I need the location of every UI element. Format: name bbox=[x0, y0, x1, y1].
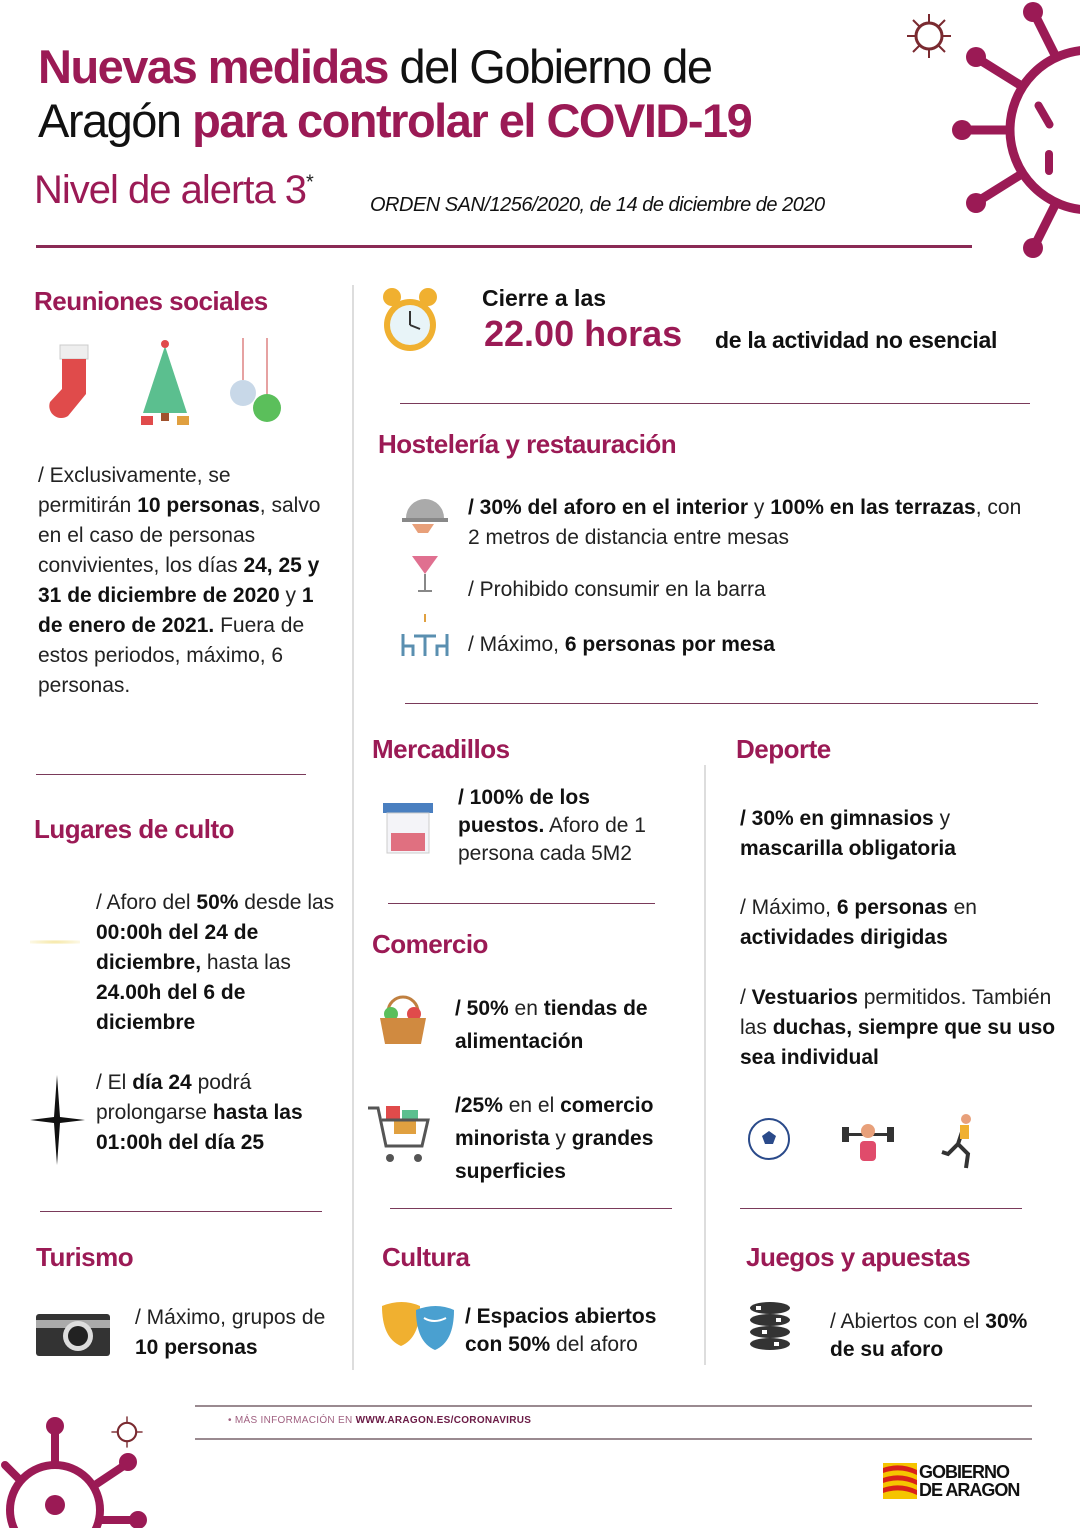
deporte-item-3 bbox=[740, 983, 1060, 1073]
text-segment: / 30% en gimnasios bbox=[740, 807, 934, 830]
cierre-time: 22.00 horas bbox=[484, 313, 683, 354]
text-segment: 10 personas bbox=[137, 494, 260, 517]
culto-text-1 bbox=[96, 888, 346, 1038]
deporte-item-2 bbox=[740, 893, 1040, 953]
juegos-title: Juegos y apuestas bbox=[746, 1242, 971, 1272]
text-segment: 50% bbox=[196, 891, 239, 914]
text-segment: 30% de su aforo bbox=[830, 1310, 1028, 1361]
cocktail-icon bbox=[410, 550, 440, 594]
christmas-tree-icon bbox=[135, 338, 195, 428]
hosteleria-item-2 bbox=[468, 575, 1028, 605]
text-segment: y bbox=[549, 1127, 572, 1150]
mercadillos-text bbox=[458, 784, 678, 868]
text-segment: / Máximo, bbox=[740, 896, 837, 919]
divider bbox=[390, 1208, 672, 1209]
divider bbox=[405, 703, 1038, 704]
text-segment: día 24 bbox=[132, 1071, 192, 1094]
text-segment: actividades dirigidas bbox=[740, 926, 948, 949]
comercio-title: Comercio bbox=[372, 929, 488, 959]
logo-line1: GOBIERNO bbox=[919, 1462, 1010, 1482]
divider bbox=[740, 1208, 1022, 1209]
info-prefix: MÁS INFORMACIÓN EN bbox=[234, 1415, 356, 1426]
logo-line2: DE ARAGON bbox=[919, 1480, 1020, 1500]
alert-level bbox=[34, 168, 313, 213]
text-segment: tiendas de alimentación bbox=[455, 997, 648, 1053]
hosteleria-item-3 bbox=[468, 630, 1028, 660]
text-segment: Aforo de 1 persona cada 5M2 bbox=[458, 814, 646, 865]
text-segment: mascarilla obligatoria bbox=[740, 837, 956, 860]
text-segment: en bbox=[947, 896, 977, 919]
text-segment: Nuevas medidas bbox=[38, 40, 388, 93]
text-segment: podrá prolongarse bbox=[96, 1071, 252, 1124]
text-segment: / 50% bbox=[455, 997, 509, 1020]
text-segment: Fuera de estos periodos, máximo, 6 personas. bbox=[38, 614, 305, 697]
info-link[interactable]: WWW.ARAGON.ES/CORONAVIRUS bbox=[355, 1415, 532, 1426]
more-info bbox=[228, 1415, 531, 1426]
text-segment: 10 personas bbox=[135, 1336, 258, 1359]
soccer-ball-icon bbox=[747, 1117, 791, 1161]
comercio-item-1 bbox=[455, 992, 695, 1058]
ornaments-icon bbox=[225, 338, 285, 428]
culto-text-2 bbox=[96, 1068, 336, 1158]
text-segment: 1 de enero de 2021. bbox=[38, 584, 314, 637]
grocery-basket-icon bbox=[376, 992, 430, 1046]
table-chairs-icon bbox=[400, 612, 450, 660]
text-segment: 6 personas por mesa bbox=[564, 633, 775, 656]
alarm-clock-icon bbox=[380, 285, 440, 357]
text-segment: , con 2 metros de distancia entre mesas bbox=[468, 496, 1022, 549]
market-stall-icon bbox=[383, 803, 433, 855]
divider bbox=[36, 245, 972, 248]
text-segment: / El bbox=[96, 1071, 133, 1094]
text-segment: 24, 25 y 31 de diciembre de 2020 bbox=[38, 554, 320, 607]
text-segment: permitidos. También las bbox=[740, 986, 1052, 1039]
column-divider bbox=[352, 285, 354, 1370]
weightlifter-icon bbox=[838, 1117, 898, 1167]
mercadillos-title: Mercadillos bbox=[372, 734, 510, 764]
text-segment: / 100% de los puestos. bbox=[458, 786, 590, 837]
text-segment: en el bbox=[502, 1094, 561, 1117]
divider bbox=[388, 903, 655, 904]
divider bbox=[36, 774, 306, 775]
camera-icon bbox=[36, 1310, 110, 1356]
hosteleria-title: Hostelería y restauración bbox=[378, 429, 677, 459]
asterisk: * bbox=[306, 171, 313, 194]
text-segment: hasta las bbox=[201, 951, 291, 974]
text-segment: /25% bbox=[455, 1094, 503, 1117]
small-virus-icon bbox=[905, 12, 953, 60]
text-segment: 6 personas bbox=[836, 896, 948, 919]
aragon-flag-icon bbox=[883, 1463, 917, 1499]
juegos-text bbox=[830, 1308, 1030, 1364]
text-segment: para controlar el COVID-19 bbox=[192, 94, 752, 147]
text-segment: desde las bbox=[238, 891, 335, 914]
order-reference: ORDEN SAN/1256/2020, de 14 de diciembre de 2020 bbox=[370, 194, 825, 216]
text-segment: y bbox=[933, 807, 951, 830]
text-segment: 24.00h del 6 de diciembre bbox=[96, 981, 246, 1034]
stocking-icon bbox=[42, 340, 102, 425]
glow-icon bbox=[30, 940, 80, 944]
column-divider bbox=[704, 765, 706, 1365]
text-segment: comercio minorista bbox=[455, 1094, 654, 1150]
divider bbox=[195, 1405, 1032, 1407]
text-segment: / Espacios abiertos con 50% bbox=[465, 1305, 657, 1356]
hosteleria-item-1 bbox=[468, 493, 1038, 553]
gobierno-aragon-logo bbox=[883, 1463, 1019, 1499]
comercio-item-2 bbox=[455, 1089, 700, 1188]
theater-masks-icon bbox=[380, 1300, 456, 1352]
text-segment: 100% en las terrazas bbox=[770, 496, 976, 519]
text-segment: y bbox=[279, 584, 302, 607]
runner-icon bbox=[940, 1112, 980, 1170]
deporte-item-1 bbox=[740, 804, 1040, 864]
cierre-line2: de la actividad no esencial bbox=[715, 327, 998, 353]
text-segment: / Aforo del bbox=[96, 891, 197, 914]
reuniones-title: Reuniones sociales bbox=[34, 286, 268, 316]
text-segment: / bbox=[740, 986, 752, 1009]
cloche-icon bbox=[402, 490, 448, 534]
text-segment: , salvo en el caso de personas convivientes, los días bbox=[38, 494, 321, 577]
cultura-text bbox=[465, 1303, 695, 1359]
text-segment: del Gobierno de Aragón bbox=[38, 40, 712, 147]
text-segment: / Abiertos con el bbox=[830, 1310, 986, 1333]
cierre-line1: Cierre a las bbox=[482, 285, 607, 311]
text-segment: y bbox=[748, 496, 771, 519]
alert-level-text: Nivel de alerta 3 bbox=[34, 168, 307, 212]
bullet: • bbox=[228, 1415, 235, 1426]
small-virus-icon bbox=[110, 1415, 144, 1449]
text-segment: / 30% del aforo en el interior bbox=[468, 496, 749, 519]
text-segment: 00:00h del 24 de diciembre, bbox=[96, 921, 259, 974]
text-segment: / Máximo, grupos de bbox=[135, 1306, 326, 1329]
poker-chips-icon bbox=[746, 1300, 794, 1358]
divider bbox=[400, 403, 1030, 404]
star-icon bbox=[30, 1075, 85, 1165]
turismo-title: Turismo bbox=[36, 1242, 134, 1272]
text-segment: / Máximo, bbox=[468, 633, 565, 656]
text-segment: Vestuarios bbox=[751, 986, 858, 1009]
text-segment: hasta las 01:00h del día 25 bbox=[96, 1101, 303, 1154]
divider bbox=[195, 1438, 1032, 1440]
turismo-text bbox=[135, 1303, 335, 1363]
text-segment: del aforo bbox=[550, 1333, 638, 1356]
text-segment: grandes superficies bbox=[455, 1127, 654, 1183]
cultura-title: Cultura bbox=[382, 1242, 470, 1272]
divider bbox=[40, 1211, 322, 1212]
deporte-title: Deporte bbox=[736, 734, 831, 764]
text-segment: duchas, siempre que su uso sea individual bbox=[740, 1016, 1056, 1069]
reuniones-text bbox=[38, 461, 323, 701]
virus-icon bbox=[940, 0, 1080, 260]
culto-title: Lugares de culto bbox=[34, 814, 235, 844]
page-title bbox=[38, 40, 858, 148]
shopping-cart-icon bbox=[366, 1102, 432, 1166]
text-segment: en bbox=[508, 997, 544, 1020]
text-segment: / Prohibido consumir en la barra bbox=[468, 578, 766, 601]
text-segment: / Exclusivamente, se permitirán bbox=[38, 464, 231, 517]
